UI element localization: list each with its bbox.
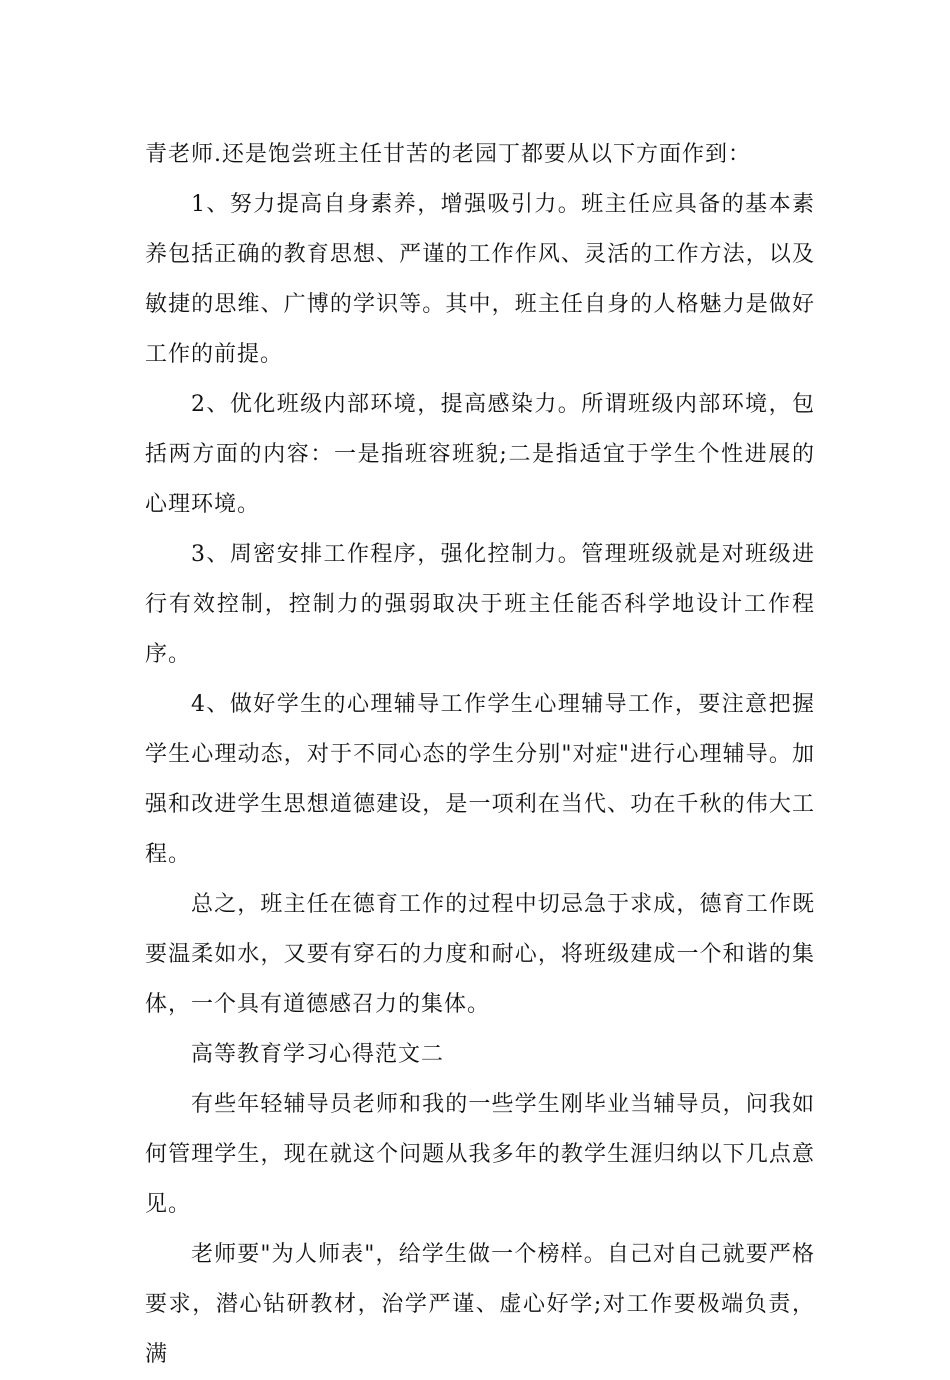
paragraph-summary: 总之，班主任在德育工作的过程中切忌急于求成，德育工作既要温柔如水，又要有穿石的力度和耐心，将班级建成一个和谐的集体，一个具有道德感召力的集体。 bbox=[145, 892, 815, 1017]
paragraph-item-4: 4、做好学生的心理辅导工作学生心理辅导工作，要注意把握学生心理动态，对于不同心态的学生分别"对症"进行心理辅导。加强和改进学生思想道德建设，是一项利在当代、功在千秋的伟大工程。 bbox=[145, 692, 815, 867]
document-body bbox=[145, 130, 815, 1380]
paragraph-intro: 有些年轻辅导员老师和我的一些学生刚毕业当辅导员，问我如何管理学生，现在就这个问题从我多年的教学生涯归纳以下几点意见。 bbox=[145, 1092, 815, 1217]
paragraph-item-2: 2、优化班级内部环境，提高感染力。所谓班级内部环境，包括两方面的内容：一是指班容班貌;二是指适宜于学生个性进展的心理环境。 bbox=[145, 392, 815, 517]
paragraph-role-model: 老师要"为人师表"，给学生做一个榜样。自己对自己就要严格要求，潜心钻研教材，治学严谨、虚心好学;对工作要极端负责，满 bbox=[145, 1242, 815, 1367]
paragraph-item-3: 3、周密安排工作程序，强化控制力。管理班级就是对班级进行有效控制，控制力的强弱取决于班主任能否科学地设计工作程序。 bbox=[145, 542, 815, 667]
paragraph-continuation: 青老师.还是饱尝班主任甘苦的老园丁都要从以下方面作到： bbox=[145, 142, 751, 167]
paragraph-item-1: 1、努力提高自身素养，增强吸引力。班主任应具备的基本素养包括正确的教育思想、严谨的工作作风、灵活的工作方法，以及敏捷的思维、广博的学识等。其中，班主任自身的人格魅力是做好工作的前提。 bbox=[145, 192, 815, 367]
section-heading: 高等教育学习心得范文二 bbox=[191, 1042, 445, 1067]
